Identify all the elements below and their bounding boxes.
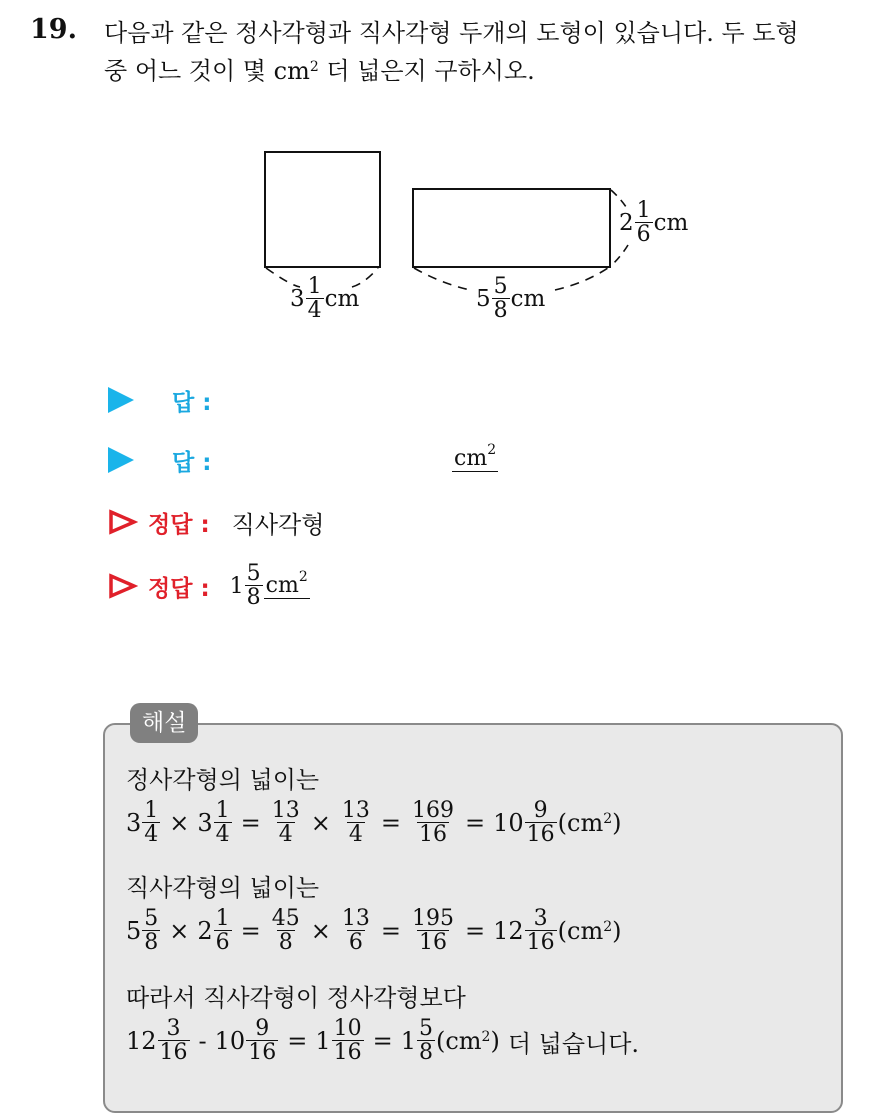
- correct-answer-row-1: [108, 502, 324, 542]
- correct-arrow-icon: [108, 573, 138, 599]
- solution-equation-3: 12 $\frac{3}{16}$ - 10 $\frac{9}{16}$ = 1 $\frac{10}{16}$ = 1 $\frac{5}{8}$ (cm $^2$ ) 더 넓습니다.: [126, 1016, 640, 1065]
- solution-line-1: 정사각형의 넓이는: [126, 766, 320, 794]
- solution-equation-1: 3 $\frac{1}{4}$ × 3 $\frac{1}{4}$ = $\frac{13}{4}$ × $\frac{13}{4}$ = $\frac{169}{16}$ = 10 $\frac{9}{16}$ (cm $^2$ ): [126, 798, 622, 847]
- square-shape: [265, 152, 380, 267]
- rect-height-label: 2 $\frac{1}{6}$ cm: [619, 198, 689, 247]
- figure-diagram: [0, 0, 884, 360]
- correct-answer-row-2: [108, 561, 310, 610]
- solution-line-5: 따라서 직사각형이 정사각형보다: [126, 984, 466, 1012]
- solution-line-3: 직사각형의 넓이는: [126, 874, 320, 902]
- correct-arrow-icon: [108, 509, 138, 535]
- answer-arrow-icon: [108, 447, 134, 473]
- correct-answer-value: 1 $\frac{5}{8}$ $cm^2$: [229, 561, 308, 610]
- correct-label: 정답 :: [148, 575, 210, 602]
- question-line-2: 중 어느 것이 몇 $cm^2$ 더 넓은지 구하시오.: [104, 57, 535, 85]
- answer-label: 답 :: [172, 449, 212, 476]
- answer-row-1: [108, 380, 211, 420]
- rect-width-label: 5 $\frac{5}{8}$ cm: [476, 274, 546, 323]
- correct-label: 정답 :: [148, 511, 210, 538]
- solution-equation-2: 5 $\frac{5}{8}$ × 2 $\frac{1}{6}$ = $\frac{45}{8}$ × $\frac{13}{6}$ = $\frac{195}{16}$ = 12 $\frac{3}{16}$ (cm $^2$ ): [126, 906, 622, 955]
- question-line-1: 다음과 같은 정사각형과 직사각형 두개의 도형이 있습니다. 두 도형: [104, 19, 799, 47]
- answer-label: 답 :: [172, 389, 212, 416]
- answer-arrow-icon: [108, 387, 134, 413]
- question-number: 19.: [30, 14, 77, 45]
- rectangle-shape: [413, 189, 610, 267]
- answer-row-2: [108, 440, 211, 480]
- solution-tag: 해설: [130, 703, 198, 743]
- square-side-label: 3 $\frac{1}{4}$ cm: [290, 274, 360, 323]
- correct-answer-shape: 직사각형: [231, 510, 325, 539]
- answer-unit-blank: $cm^2$: [454, 442, 497, 471]
